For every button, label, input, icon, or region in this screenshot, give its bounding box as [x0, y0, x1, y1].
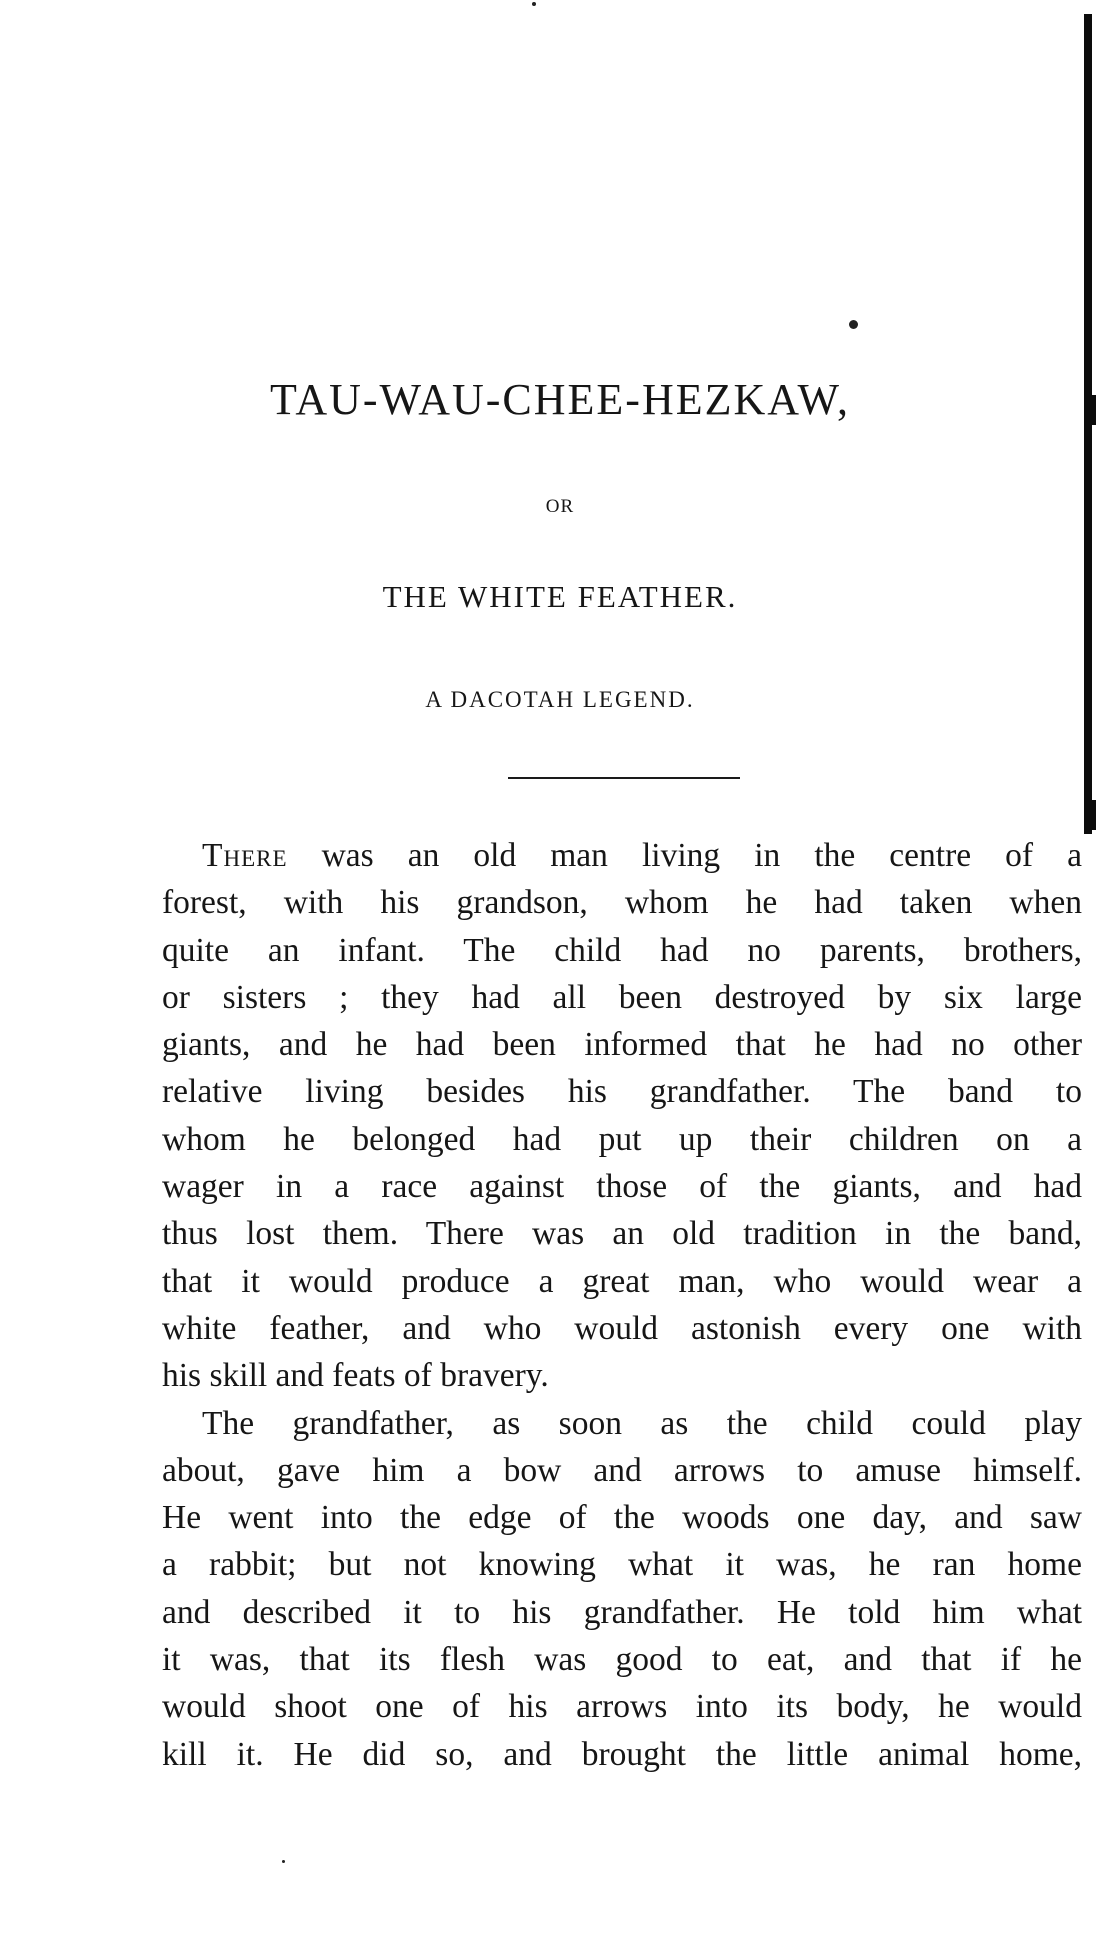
- text-line: a rabbit; but not knowing what it was, he ran home: [162, 1546, 1082, 1584]
- story-subtitle: THE WHITE FEATHER.: [382, 579, 738, 614]
- text-line: wager in a race against those of the giants, and had: [162, 1168, 1082, 1206]
- story-legend-label: A DACOTAH LEGEND.: [425, 687, 695, 712]
- text-line: He went into the edge of the woods one day, and saw: [162, 1499, 1082, 1537]
- scan-speck: [532, 2, 536, 6]
- text-line: it was, that its flesh was good to eat, and that if he: [162, 1641, 1082, 1679]
- text-line: The grandfather, as soon as the child could play: [202, 1404, 1082, 1442]
- paragraph: [162, 1400, 1082, 1778]
- text-line: about, gave him a bow and arrows to amuse himself.: [162, 1451, 1082, 1489]
- text-line: thus lost them. There was an old tradition in the band,: [162, 1215, 1082, 1253]
- text-line: that it would produce a great man, who would wear a: [162, 1262, 1082, 1300]
- paragraph: [162, 832, 1082, 1400]
- text-line: giants, and he had been informed that he had no other: [162, 1026, 1082, 1064]
- text-line: quite an infant. The child had no parents, brothers,: [162, 931, 1082, 969]
- text-line: There was an old man living in the centre of a: [202, 837, 1082, 874]
- text-line: and described it to his grandfather. He told him what: [162, 1593, 1082, 1631]
- scan-speck: [282, 1860, 285, 1863]
- text-line: his skill and feats of bravery.: [162, 1357, 549, 1395]
- story-body: [162, 832, 1082, 1778]
- text-line: forest, with his grandson, whom he had taken when: [162, 884, 1082, 922]
- binding-notch: [1091, 800, 1096, 830]
- title-rule: [508, 777, 740, 779]
- story-title: TAU-WAU-CHEE-HEZKAW,: [270, 375, 850, 424]
- text-line: whom he belonged had put up their children on a: [162, 1120, 1082, 1158]
- text-line: or sisters ; they had all been destroyed by six large: [162, 978, 1082, 1016]
- text-line: white feather, and who would astonish every one with: [162, 1309, 1082, 1347]
- title-connector: OR: [545, 496, 575, 517]
- text-line: kill it. He did so, and brought the little animal home,: [162, 1735, 1082, 1773]
- drop-word: There: [202, 837, 288, 874]
- text-line: relative living besides his grandfather. The band to: [162, 1073, 1082, 1111]
- binding-notch: [1090, 395, 1096, 425]
- scan-speck: [849, 320, 858, 329]
- text-line: would shoot one of his arrows into its body, he would: [162, 1688, 1082, 1726]
